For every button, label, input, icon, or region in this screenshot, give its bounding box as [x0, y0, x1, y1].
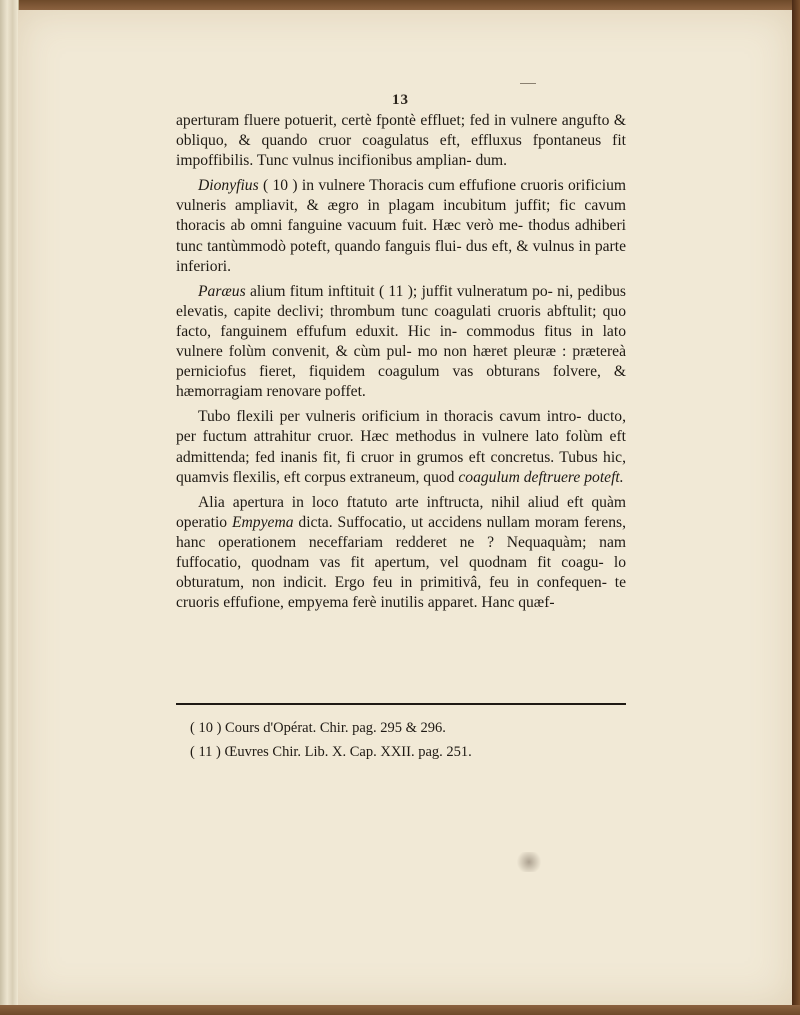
paragraph-5-text-after: dicta. Suffocatio, ut accidens nullam moram ferens, hanc operationem neceffariam redderet ne ? Nequaquàm; nam fuffocatio, quodnam vas fit apertum, vel quodnam fit coagu- lo obturatum, non indicit. Ergo feu in primitivâ, feu in confequen- te cruoris effufione, empyema ferè inutilis apparet. Hanc quæf-: [176, 513, 626, 612]
paragraph-4: [176, 407, 626, 487]
author-name-paraeus: Paræus: [198, 282, 246, 300]
paragraph-4-text: Tubo flexili per vulneris orificium in thoracis cavum intro- ducto, per fuctum attrahitur cruor. Hæc methodus in vulnere lato folùm eft admittenda; fed inanis fit, fi cruor in grumos eft concretus. Tubus hic, quamvis flexilis, eft corpus extraneum, quod: [176, 408, 626, 486]
footnotes: [190, 716, 620, 764]
book-bottom-edge: [0, 1005, 800, 1015]
author-name-dionysius: Dionyfius: [198, 177, 259, 195]
paragraph-5: [176, 493, 626, 614]
footnote-11: ( 11 ) Œuvres Chir. Lib. X. Cap. XXII. pag. 251.: [190, 744, 472, 760]
paragraph-2: [176, 176, 626, 276]
book-top-edge: [0, 0, 800, 10]
paragraph-1: [176, 111, 626, 171]
paragraph-1-text: aperturam fluere potuerit, certè fpontè effluet; fed in vulnere angufto & obliquo, & quando cruor coagulatus eft, effluxus fpontaneus fit impoffibilis. Tunc vulnus incifionibus amplian- dum.: [176, 112, 626, 170]
paragraph-4-italic: coagulum deftruere poteft.: [458, 468, 624, 486]
ink-smudge: [516, 852, 542, 872]
page-number: 13: [392, 92, 409, 108]
footnote-rule: [176, 703, 626, 705]
book-spine-edge: [0, 0, 19, 1015]
paragraph-3-text: alium fitum inftituit ( 11 ); juffit vulneratum po- ni, pedibus elevatis, capite declivi; thrombum tunc coagulati cruoris abftulit; quo facto, fanguinem effufum eduxit. Hic in- commodus fitus in lato vulnere folùm convenit, & cùm pul- mo non hæret pleuræ : prætereà perniciofus fieret, fiquidem coagulum vas obturans folvere, & hæmorragiam renovare poffet.: [176, 282, 626, 401]
book-right-edge: [792, 0, 800, 1015]
paragraph-3: [176, 282, 626, 403]
stray-mark: [520, 83, 536, 84]
body-text: [176, 111, 626, 613]
paragraph-5-italic: Empyema: [232, 513, 294, 531]
paragraph-5-text: Alia apertura in loco ftatuto arte inftructa, nihil aliud eft quàm operatio: [176, 493, 626, 531]
paragraph-2-text: ( 10 ) in vulnere Thoracis cum effufione cruoris orificium vulneris ampliavit, & ægro in plagam incubitum juffit; fic cavum thoracis ab omni fanguine vacuum fuit. Hæc verò me- thodus adhiberi tunc tantùmmodò poteft, quando fanguis flui- dus eft, & vulnus in parte inferiori.: [176, 177, 626, 275]
footnote-10: ( 10 ) Cours d'Opérat. Chir. pag. 295 & 296.: [190, 720, 446, 736]
